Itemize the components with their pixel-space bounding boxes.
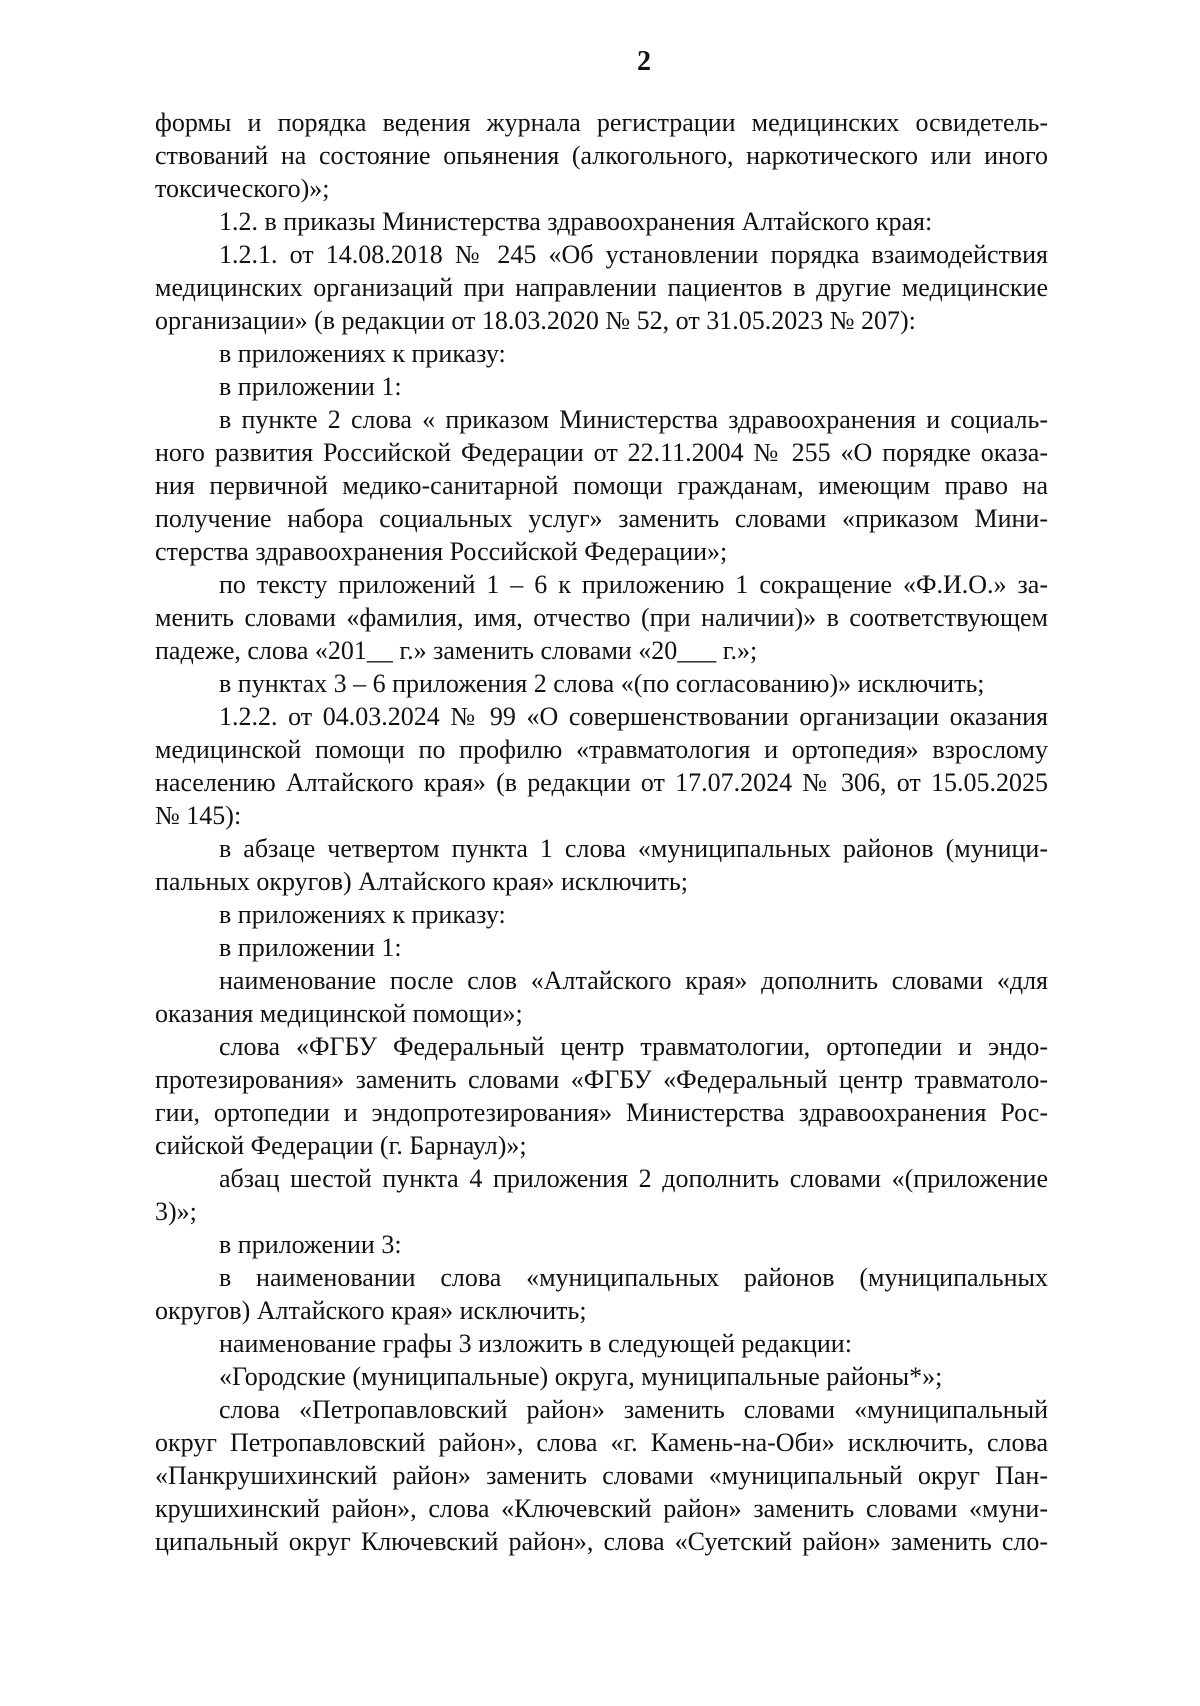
text-line: оказания медицинской помощи»; (155, 999, 523, 1028)
text-line: в приложении 1: (219, 933, 402, 962)
text-line: в приложении 3: (219, 1230, 402, 1259)
text-line: медицинских организаций при направлении пациентов в другие медицинские (155, 273, 1048, 302)
text-line: в пункте 2 слова « приказом Министерства здравоохранения и социаль- (219, 405, 1048, 434)
text-line: 3)»; (155, 1197, 197, 1226)
text-line: гии, ортопедии и эндопротезирования» Министерства здравоохранения Рос- (155, 1098, 1048, 1127)
text-line: медицинской помощи по профилю «травматология и ортопедия» взрослому (155, 735, 1048, 764)
text-line: организации» (в редакции от 18.03.2020 № 52, от 31.05.2023 № 207): (155, 306, 916, 335)
text-line: ного развития Российской Федерации от 22.11.2004 № 255 «О порядке оказа- (155, 438, 1048, 467)
text-line: наименование после слов «Алтайского края» дополнить словами «для (219, 966, 1048, 995)
text-line: сийской Федерации (г. Барнаул)»; (155, 1131, 527, 1160)
text-line: по тексту приложений 1 – 6 к приложению 1 сокращение «Ф.И.О.» за- (219, 570, 1048, 599)
text-line: падеже, слова «201__ г.» заменить словами «20___ г.»; (155, 636, 758, 665)
text-line: пальных округов) Алтайского края» исключить; (155, 867, 688, 896)
document-text-block (155, 106, 1048, 1558)
page-number: 2 (637, 46, 651, 77)
text-line: округов) Алтайского края» исключить; (155, 1296, 587, 1325)
text-line: «Городские (муниципальные) округа, муниципальные районы*»; (219, 1362, 943, 1391)
text-line: стерства здравоохранения Российской Федерации»; (155, 537, 728, 566)
text-line: № 145): (155, 801, 242, 830)
text-line: ния первичной медико-санитарной помощи гражданам, имеющим право на (155, 471, 1048, 500)
text-line: получение набора социальных услуг» заменить словами «приказом Мини- (155, 504, 1048, 533)
text-line: абзац шестой пункта 4 приложения 2 дополнить словами «(приложение (219, 1164, 1048, 1193)
text-line: в приложении 1: (219, 372, 402, 401)
text-line: в приложениях к приказу: (219, 900, 506, 929)
text-line: в приложениях к приказу: (219, 339, 506, 368)
text-line: округ Петропавловский район», слова «г. Камень-на-Оби» исключить, слова (155, 1428, 1048, 1457)
text-line: в абзаце четвертом пункта 1 слова «муниципальных районов (муници- (219, 834, 1048, 863)
text-line: 1.2.2. от 04.03.2024 № 99 «О совершенствовании организации оказания (219, 702, 1048, 731)
text-line: протезирования» заменить словами «ФГБУ «Федеральный центр травматоло- (155, 1065, 1048, 1094)
text-line: в пунктах 3 – 6 приложения 2 слова «(по согласованию)» исключить; (219, 669, 985, 698)
text-line: токсического)»; (155, 174, 330, 203)
text-line: крушихинский район», слова «Ключевский район» заменить словами «муни- (155, 1494, 1048, 1523)
text-line: в наименовании слова «муниципальных районов (муниципальных (219, 1263, 1048, 1292)
text-line: наименование графы 3 изложить в следующей редакции: (219, 1329, 852, 1358)
text-line: слова «ФГБУ Федеральный центр травматологии, ортопедии и эндо- (219, 1032, 1048, 1061)
text-line: 1.2. в приказы Министерства здравоохранения Алтайского края: (219, 207, 933, 236)
text-line: 1.2.1. от 14.08.2018 № 245 «Об установлении порядка взаимодействия (219, 240, 1048, 269)
text-line: слова «Петропавловский район» заменить словами «муниципальный (219, 1395, 1048, 1424)
text-line: «Панкрушихинский район» заменить словами «муниципальный округ Пан- (155, 1461, 1048, 1490)
text-line: ствований на состояние опьянения (алкогольного, наркотического или иного (155, 141, 1048, 170)
text-line: формы и порядка ведения журнала регистрации медицинских освидетель- (155, 108, 1048, 137)
text-line: ципальный округ Ключевский район», слова «Суетский район» заменить сло- (155, 1527, 1048, 1556)
text-line: менить словами «фамилия, имя, отчество (при наличии)» в соответствующем (155, 603, 1048, 632)
text-line: населению Алтайского края» (в редакции от 17.07.2024 № 306, от 15.05.2025 (155, 768, 1048, 797)
